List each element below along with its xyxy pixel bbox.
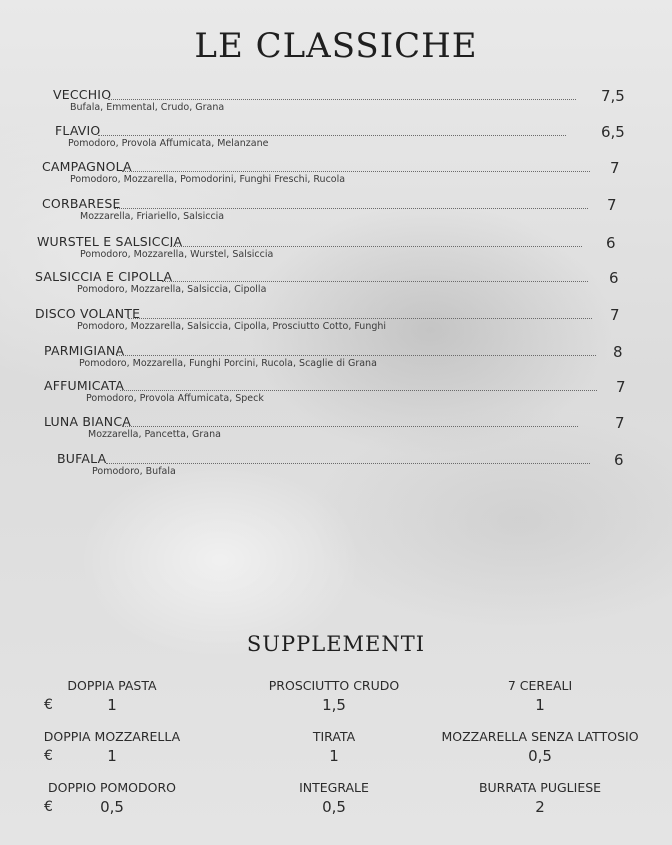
supplement-name: 7 CEREALI: [507, 678, 573, 693]
menu-title: LE CLASSICHE: [194, 26, 478, 66]
item-price: 7: [616, 378, 626, 396]
supplement-price: 2: [535, 798, 545, 816]
item-name: DISCO VOLANTE: [35, 306, 141, 321]
item-name: VECCHIO: [53, 87, 112, 102]
dot-leader: [108, 99, 576, 100]
supplement-name: DOPPIO POMODORO: [47, 780, 177, 795]
supplement-price: 1: [535, 696, 545, 714]
item-name: SALSICCIA E CIPOLLA: [35, 269, 173, 284]
supplement-name: BURRATA PUGLIESE: [478, 780, 602, 795]
dot-leader: [116, 355, 596, 356]
supplement-price: 0,5: [528, 747, 552, 765]
item-name: CAMPAGNOLA: [42, 159, 132, 174]
supplement-price: 1: [329, 747, 339, 765]
supplement-price: 1: [107, 696, 117, 714]
supplement-price: 0,5: [100, 798, 124, 816]
menu-item: [0, 344, 672, 378]
menu-item: [0, 307, 672, 341]
supplement-name: TIRATA: [312, 729, 356, 744]
dot-leader: [162, 281, 588, 282]
item-description: Pomodoro, Mozzarella, Pomodorini, Funghi Freschi, Rucola: [70, 174, 346, 185]
supplement-name: INTEGRALE: [299, 780, 369, 795]
menu-item: [0, 88, 672, 122]
item-name: FLAVIO: [55, 123, 101, 138]
dot-leader: [106, 463, 590, 464]
item-description: Mozzarella, Friariello, Salsiccia: [80, 211, 225, 222]
dot-leader: [120, 390, 597, 391]
item-name: CORBARESE: [42, 196, 121, 211]
item-price: 6: [606, 234, 616, 252]
dot-leader: [114, 208, 588, 209]
item-price: 7: [610, 159, 620, 177]
menu-item: [0, 160, 672, 194]
dot-leader: [122, 171, 590, 172]
menu-item: [0, 197, 672, 231]
item-description: Pomodoro, Provola Affumicata, Speck: [86, 393, 264, 404]
item-price: 8: [613, 343, 623, 361]
item-price: 7: [607, 196, 617, 214]
dot-leader: [128, 318, 592, 319]
supplement-name: DOPPIA MOZZARELLA: [43, 729, 181, 744]
supplement-name: DOPPIA PASTA: [67, 678, 157, 693]
item-name: LUNA BIANCA: [44, 414, 132, 429]
supplement-name: PROSCIUTTO CRUDO: [268, 678, 400, 693]
item-name: PARMIGIANA: [44, 343, 125, 358]
currency-symbol: €: [44, 799, 53, 815]
menu-item: [0, 379, 672, 413]
supplement-name: MOZZARELLA SENZA LATTOSIO: [441, 729, 639, 744]
menu-item: [0, 415, 672, 449]
menu-item: [0, 235, 672, 269]
item-description: Pomodoro, Mozzarella, Funghi Porcini, Rucola, Scaglie di Grana: [79, 358, 377, 369]
menu-item: [0, 124, 672, 158]
item-price: 7: [615, 414, 625, 432]
item-name: AFFUMICATA: [44, 378, 125, 393]
item-price: 6: [609, 269, 619, 287]
dot-leader: [170, 246, 582, 247]
item-price: 6: [614, 451, 624, 469]
item-name: WURSTEL E SALSICCIA: [37, 234, 183, 249]
dot-leader: [98, 135, 566, 136]
item-name: BUFALA: [57, 451, 107, 466]
dot-leader: [122, 426, 578, 427]
item-description: Pomodoro, Mozzarella, Salsiccia, Cipolla: [77, 284, 267, 295]
item-price: 6,5: [601, 123, 625, 141]
supplement-price: 1: [107, 747, 117, 765]
menu-item: [0, 270, 672, 304]
supplements-title: SUPPLEMENTI: [246, 632, 426, 656]
item-description: Bufala, Emmental, Crudo, Grana: [70, 102, 225, 113]
item-description: Pomodoro, Mozzarella, Wurstel, Salsiccia: [80, 249, 274, 260]
item-description: Pomodoro, Provola Affumicata, Melanzane: [68, 138, 269, 149]
menu-item: [0, 452, 672, 486]
item-price: 7,5: [601, 87, 625, 105]
item-price: 7: [610, 306, 620, 324]
currency-symbol: €: [44, 748, 53, 764]
item-description: Mozzarella, Pancetta, Grana: [88, 429, 221, 440]
supplement-price: 1,5: [322, 696, 346, 714]
currency-symbol: €: [44, 697, 53, 713]
item-description: Pomodoro, Mozzarella, Salsiccia, Cipolla, Prosciutto Cotto, Funghi: [77, 321, 387, 332]
item-description: Pomodoro, Bufala: [92, 466, 176, 477]
supplement-price: 0,5: [322, 798, 346, 816]
